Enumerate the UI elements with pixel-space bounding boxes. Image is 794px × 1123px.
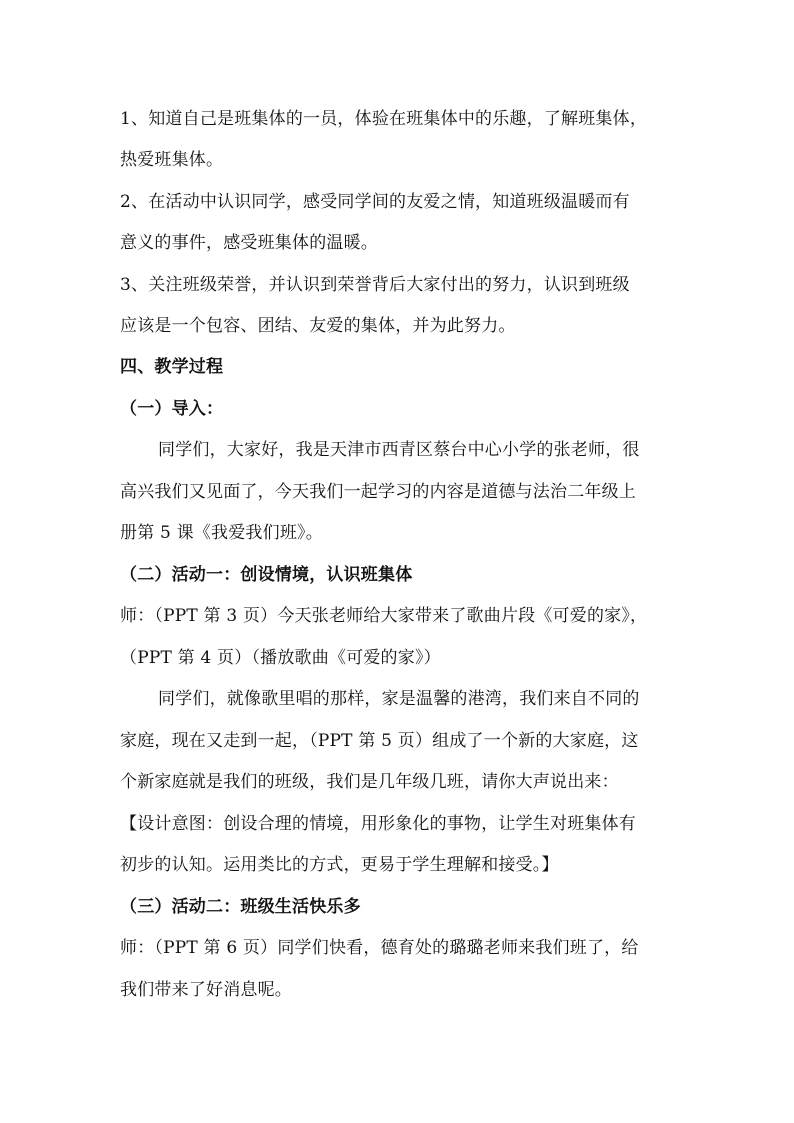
objective-3-line-1: 3、关注班级荣誉，并认识到荣誉背后大家付出的努力，认识到班级 (120, 275, 630, 295)
objective-3-line-2: 应该是一个包容、团结、友爱的集体，并为此努力。 (120, 316, 516, 336)
part2-paragraph-line: 同学们，就像歌里唱的那样，家是温馨的港湾，我们来自不同的 (158, 689, 640, 709)
objective-1-line-1: 1、知道自己是班集体的一员，体验在班集体中的乐趣，了解班集体， (120, 109, 648, 129)
part3-paragraph-line: 我们带来了好消息呢。 (120, 980, 292, 1000)
part3-paragraph-line: 师：（PPT 第 6 页）同学们快看，德育处的璐璐老师来我们班了，给 (120, 938, 639, 958)
part1-paragraph-line: 同学们，大家好，我是天津市西青区蔡台中心小学的张老师，很 (158, 440, 640, 460)
part3-heading: （三）活动二：班级生活快乐多 (120, 897, 361, 917)
objective-1-line-2: 热爱班集体。 (120, 150, 224, 170)
design-intent-line: 【设计意图：创设合理的情境，用形象化的事物，让学生对班集体有 (120, 814, 636, 834)
part2-teacher-line: （PPT 第 4 页）（播放歌曲《可爱的家》） (120, 648, 441, 668)
part1-heading: （一）导入： (120, 399, 224, 419)
part1-paragraph-line: 册第 5 课《我爱我们班》。 (120, 523, 323, 543)
part1-paragraph-line: 高兴我们又见面了，今天我们一起学习的内容是道德与法治二年级上 (120, 482, 636, 502)
part2-teacher-line: 师：（PPT 第 3 页）今天张老师给大家带来了歌曲片段《可爱的家》， (120, 606, 648, 626)
design-intent-line: 初步的认知。运用类比的方式，更易于学生理解和接受。】 (120, 855, 559, 875)
part2-heading: （二）活动一：创设情境，认识班集体 (120, 565, 413, 585)
part2-paragraph-line: 个新家庭就是我们的班级，我们是几年级几班，请你大声说出来： (120, 772, 619, 792)
part2-paragraph-line: 家庭，现在又走到一起，（PPT 第 5 页）组成了一个新的大家庭，这 (120, 731, 639, 751)
objective-2-line-2: 意义的事件，感受班集体的温暖。 (120, 233, 378, 253)
objective-2-line-1: 2、在活动中认识同学，感受同学间的友爱之情，知道班级温暖而有 (120, 192, 630, 212)
section-heading: 四、教学过程 (120, 357, 224, 377)
